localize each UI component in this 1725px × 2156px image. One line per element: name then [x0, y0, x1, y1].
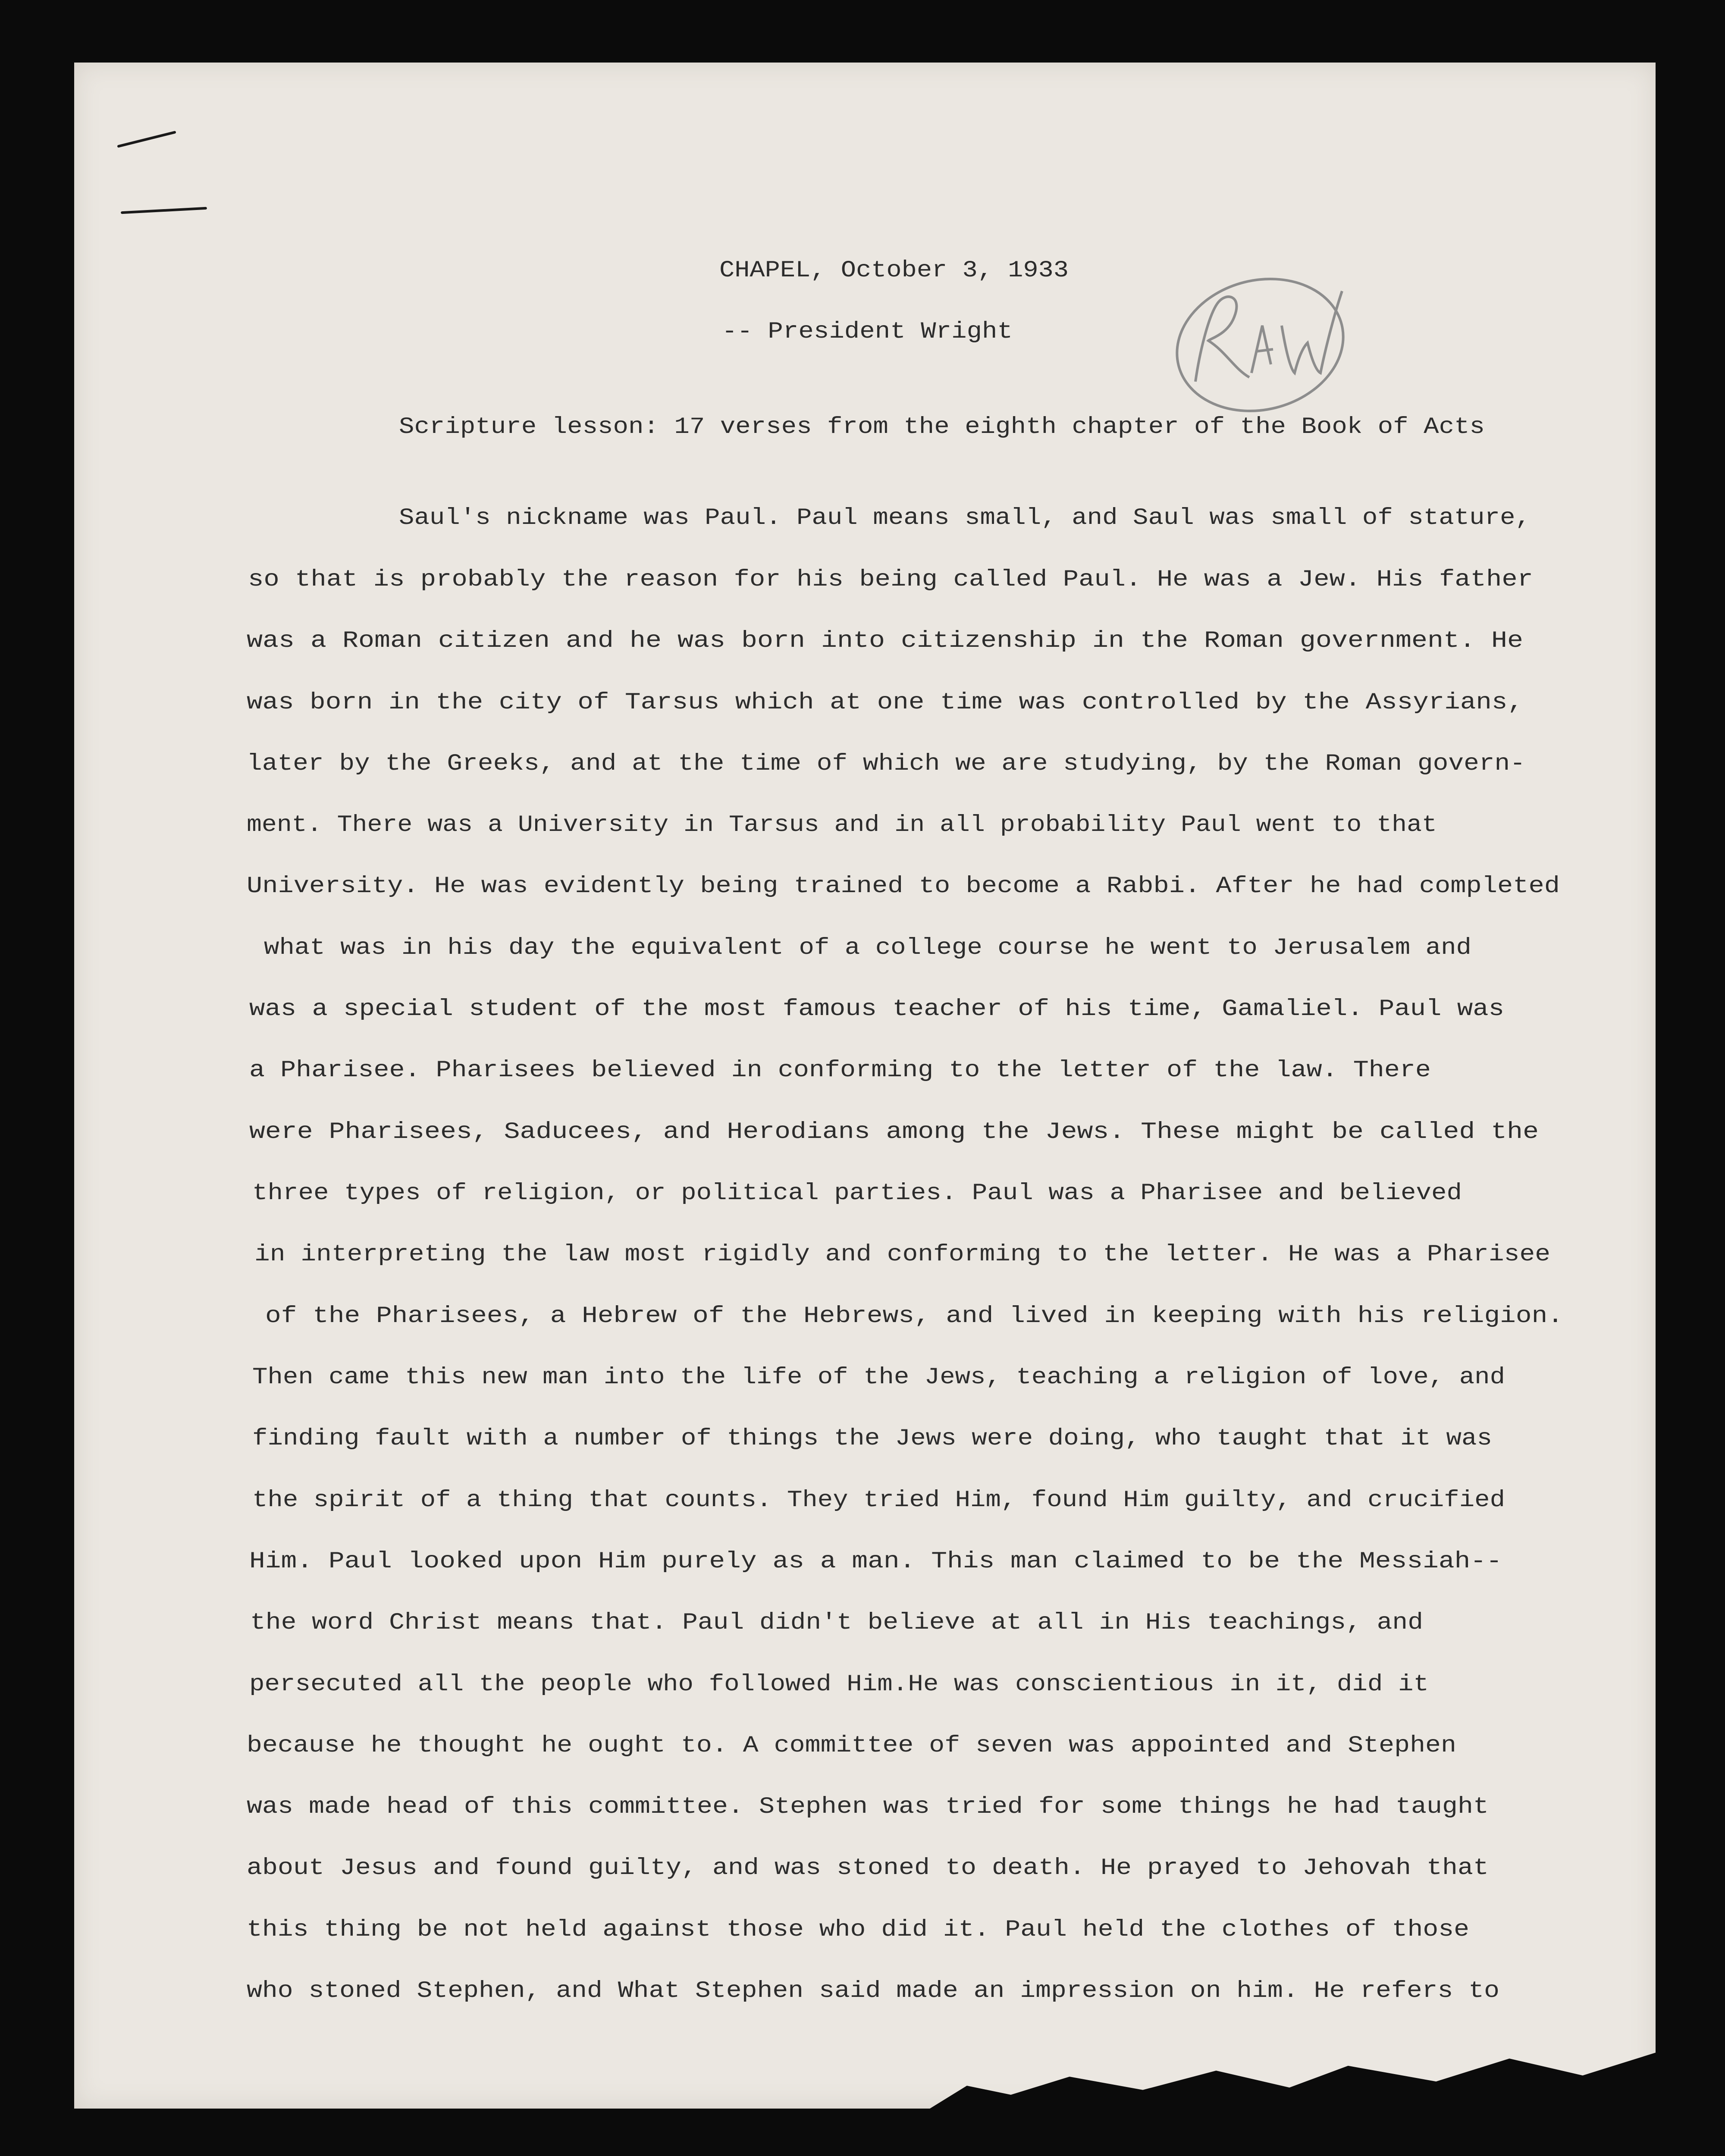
body-line: about Jesus and found guilty, and was stoned to death. He prayed to Jehovah that	[247, 1855, 1489, 1881]
body-line: later by the Greeks, and at the time of which we are studying, by the Roman govern-	[247, 751, 1525, 777]
body-line: was made head of this committee. Stephen was tried for some things he had taught	[247, 1794, 1489, 1820]
scripture-line: Scripture lesson: 17 verses from the eighth chapter of the Book of Acts	[399, 414, 1485, 440]
body-line: was born in the city of Tarsus which at one time was controlled by the Assyrians,	[247, 689, 1524, 716]
body-line: Then came this new man into the life of the Jews, teaching a religion of love, and	[252, 1364, 1505, 1391]
body-line: finding fault with a number of things the Jews were doing, who taught that it was	[252, 1426, 1492, 1452]
body-line: ment. There was a University in Tarsus and in all probability Paul went to that	[247, 812, 1437, 838]
body-line: University. He was evidently being trained to become a Rabbi. After he had completed	[247, 873, 1560, 899]
body-line: in interpreting the law most rigidly and conforming to the letter. He was a Pharisee	[254, 1241, 1551, 1268]
body-line: was a special student of the most famous teacher of his time, Gamaliel. Paul was	[249, 996, 1504, 1022]
body-line: was a Roman citizen and he was born into citizenship in the Roman government. He	[247, 628, 1523, 654]
body-line: were Pharisees, Saducees, and Herodians among the Jews. These might be called the	[249, 1119, 1539, 1145]
body-line: a Pharisee. Pharisees believed in conforming to the letter of the law. There	[249, 1057, 1431, 1084]
body-line: what was in his day the equivalent of a college course he went to Jerusalem and	[264, 935, 1471, 961]
body-line: persecuted all the people who followed Him.He was conscientious in it, did it	[249, 1671, 1429, 1698]
body-line: so that is probably the reason for his being called Paul. He was a Jew. His father	[248, 567, 1533, 593]
body-line: who stoned Stephen, and What Stephen said made an impression on him. He refers to	[247, 1978, 1499, 2004]
body-line: three types of religion, or political parties. Paul was a Pharisee and believed	[252, 1180, 1462, 1206]
body-line: the word Christ means that. Paul didn't believe at all in His teachings, and	[250, 1610, 1423, 1636]
page-title: CHAPEL, October 3, 1933	[719, 257, 1069, 284]
body-line: because he thought he ought to. A committee of seven was appointed and Stephen	[247, 1733, 1456, 1759]
body-line: the spirit of a thing that counts. They tried Him, found Him guilty, and crucified	[252, 1487, 1505, 1514]
body-line: this thing be not held against those who did it. Paul held the clothes of those	[247, 1917, 1469, 1943]
body-line: of the Pharisees, a Hebrew of the Hebrews, and lived in keeping with his religion.	[265, 1303, 1563, 1329]
body-line: Saul's nickname was Paul. Paul means small, and Saul was small of stature,	[399, 505, 1531, 531]
speaker-line: -- President Wright	[722, 319, 1013, 345]
body-line: Him. Paul looked upon Him purely as a man. This man claimed to be the Messiah--	[249, 1548, 1502, 1575]
